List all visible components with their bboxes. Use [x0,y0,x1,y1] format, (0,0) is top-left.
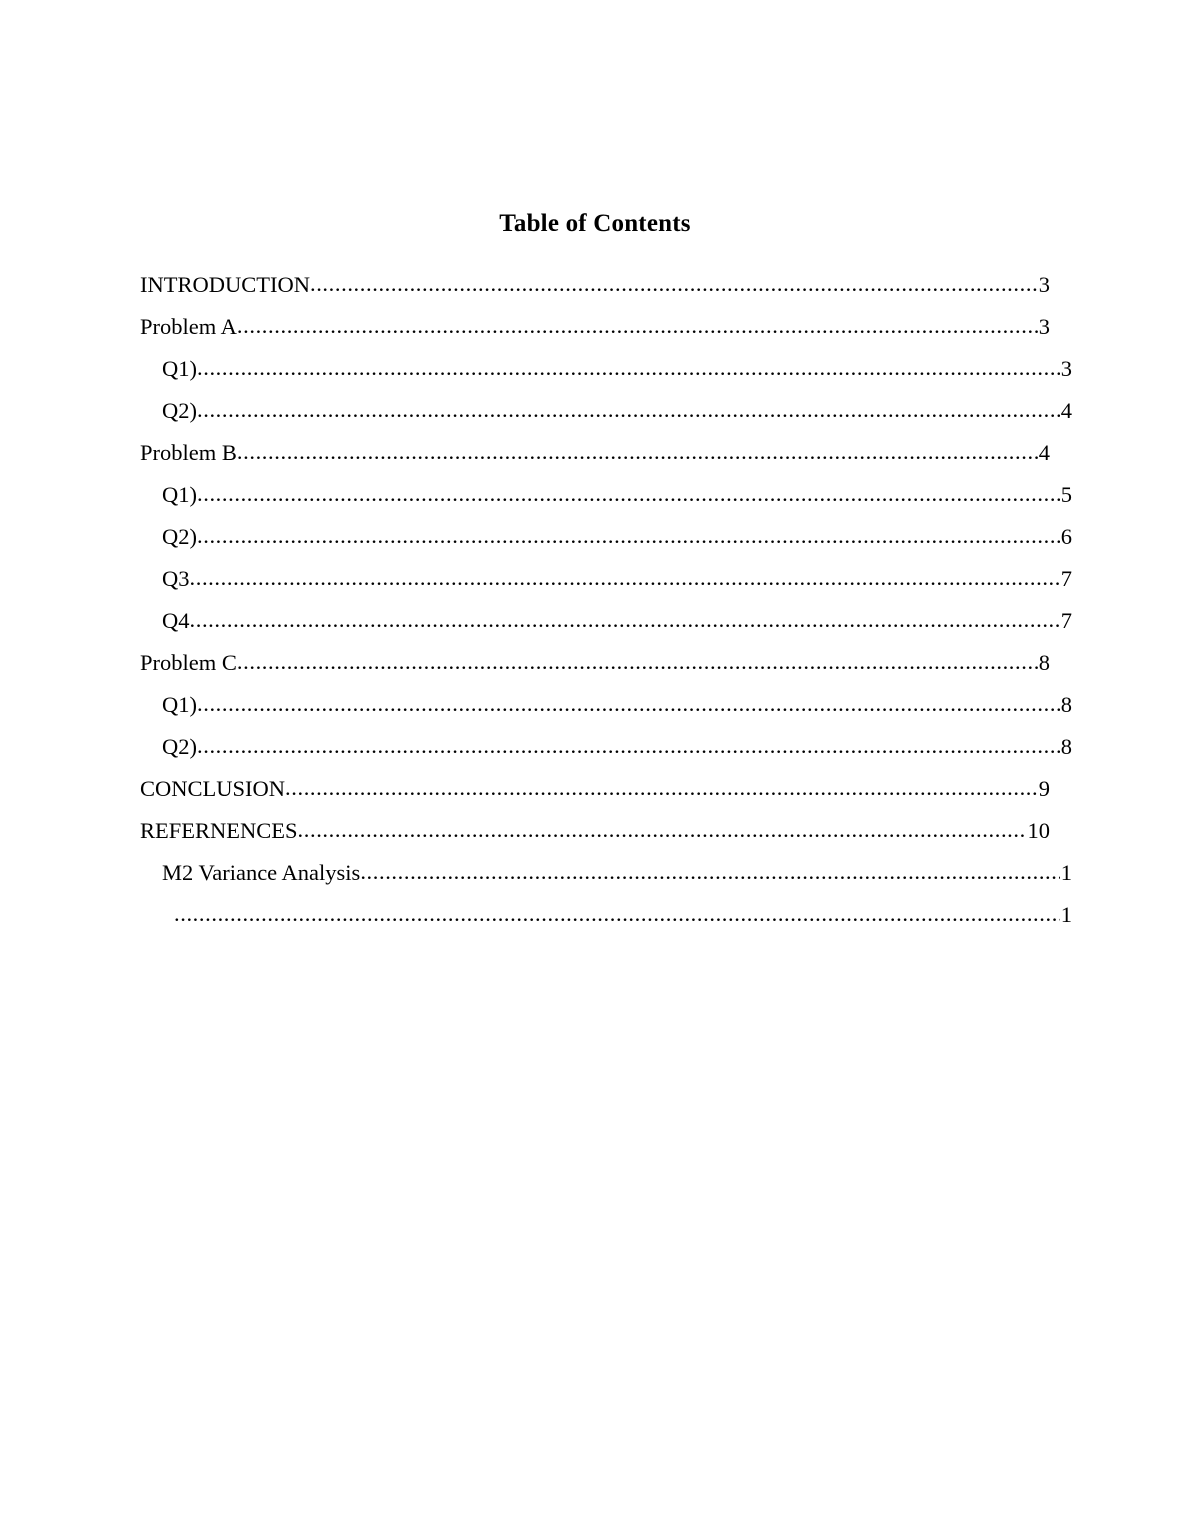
toc-entry-label: Problem C [140,650,237,675]
toc-entry[interactable] [140,684,1072,726]
toc-leader-dots [237,431,1038,473]
toc-entry-label: Q4 [162,608,190,633]
toc-entry-page: 3 [1038,314,1050,339]
toc-entry-label: Q2) [162,524,197,549]
toc-leader-dots [310,263,1038,305]
toc-entry-label: Q1) [162,356,197,381]
toc-entry-page: 4 [1038,440,1050,465]
toc-entry-page: 9 [1038,776,1050,801]
toc-leader-dots [360,851,1059,893]
page-title: Table of Contents [499,210,691,237]
toc-entry-label: Problem B [140,440,237,465]
toc-leader-dots [197,683,1060,725]
toc-entry-label: CONCLUSION [140,776,286,801]
toc-leader-dots [237,641,1038,683]
toc-entry-label: M2 Variance Analysis [162,860,361,885]
toc-entry-page: 3 [1060,356,1072,381]
toc-entry[interactable] [140,894,1072,936]
toc-entry-page: 7 [1060,566,1072,591]
toc-entry-page: 4 [1060,398,1072,423]
toc-entry-page: 7 [1060,608,1072,633]
toc-leader-dots [298,809,1027,851]
toc-leader-dots [285,767,1038,809]
toc-leader-dots [197,473,1060,515]
toc-entry[interactable] [140,600,1072,642]
toc-entry-label: Q2) [162,734,197,759]
toc-leader-dots [237,305,1038,347]
toc-entry-page: 1 [1060,860,1072,885]
toc-entry-page: 6 [1060,524,1072,549]
toc-entry-page: 1 [1060,902,1072,927]
toc-leader-dots [190,557,1060,599]
toc-entry[interactable] [140,852,1072,894]
toc-entry[interactable] [140,348,1072,390]
toc-leader-dots [197,389,1060,431]
toc-entry[interactable] [140,390,1072,432]
toc-entry-label: Q2) [162,398,197,423]
toc-entry-page: 8 [1038,650,1050,675]
toc-entry[interactable] [140,306,1050,348]
toc-entry-page: 5 [1060,482,1072,507]
toc-entry-label: Q1) [162,692,197,717]
toc-entry-label: REFERNENCES [140,818,298,843]
toc-entry-label: Q3 [162,566,190,591]
toc-entry-label: Problem A [140,314,237,339]
toc-entry-page: 3 [1038,272,1050,297]
toc-leader-dots [190,599,1060,641]
toc-entry[interactable] [140,264,1050,306]
toc-entry[interactable] [140,516,1072,558]
toc-entry-page: 10 [1027,818,1050,843]
toc-entry[interactable] [140,642,1050,684]
toc-entry-label: INTRODUCTION [140,272,310,297]
toc-entry[interactable] [140,474,1072,516]
toc-leader-dots [197,347,1060,389]
toc-entry-label: Q1) [162,482,197,507]
toc-leader-dots [174,893,1060,935]
toc-entry-page: 8 [1060,734,1072,759]
toc-leader-dots [197,515,1060,557]
toc-entry[interactable] [140,432,1050,474]
table-of-contents [140,210,1072,936]
toc-entry[interactable] [140,726,1072,768]
toc-entry[interactable] [140,558,1072,600]
toc-entry[interactable] [140,810,1050,852]
toc-entry-list [140,264,1072,936]
toc-entry-page: 8 [1060,692,1072,717]
toc-leader-dots [197,725,1060,767]
toc-entry[interactable] [140,768,1050,810]
